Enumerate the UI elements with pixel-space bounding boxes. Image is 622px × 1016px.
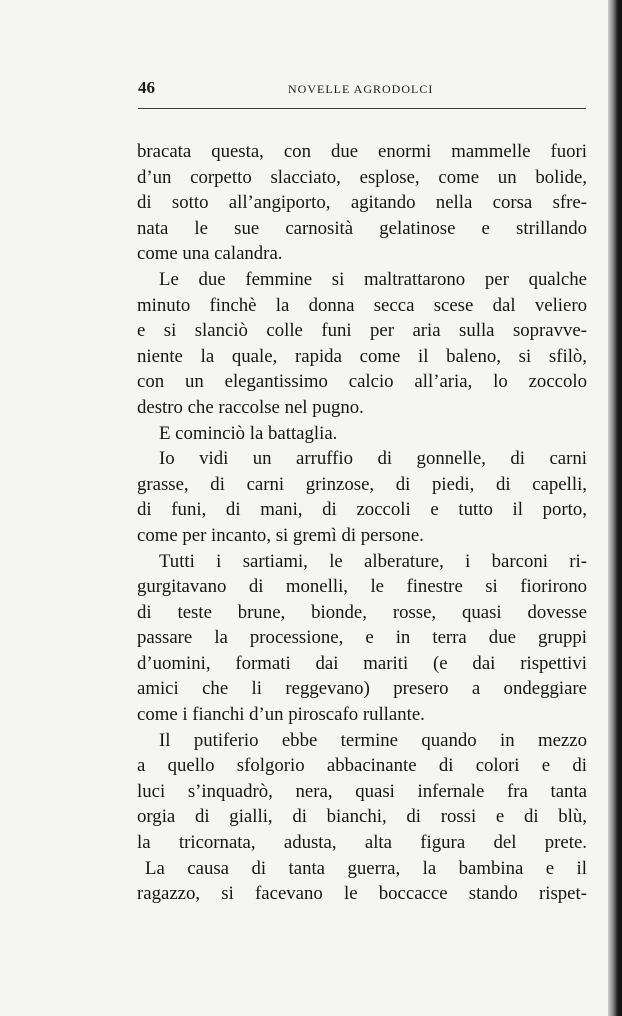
text-line: con un elegantissimo calcio all’aria, lo zoccolo xyxy=(137,371,587,393)
text-line: Io vidi un arruffio di gonnelle, di carni xyxy=(159,448,587,470)
text-line: d’un corpetto slacciato, esplose, come un bolide, xyxy=(137,166,587,188)
text-line: d’uomini, formati dai mariti (e dai rispettivi xyxy=(137,652,587,674)
text-line: di funi, di mani, di zoccoli e tutto il porto, xyxy=(137,499,587,521)
text-line: Le due femmine si maltrattarono per qualche xyxy=(159,268,587,290)
text-line: gurgitavano di monelli, le finestre si fiorirono xyxy=(137,576,587,598)
text-line: amici che li reggevano) presero a ondeggiare xyxy=(137,678,587,700)
text-line: E cominciò la battaglia. xyxy=(159,422,338,444)
text-line: luci s’inquadrò, nera, quasi infernale fra tanta xyxy=(137,780,587,802)
text-line: destro che raccolse nel pugno. xyxy=(137,396,364,418)
page-edge-shadow xyxy=(608,0,622,1016)
text-line: bracata questa, con due enormi mammelle fuori xyxy=(137,141,587,162)
text-line: La causa di tanta guerra, la bambina e il xyxy=(145,857,587,879)
text-line: la tricornata, adusta, alta figura del prete. xyxy=(137,832,587,854)
text-line: Il putiferio ebbe termine quando in mezzo xyxy=(159,729,587,751)
text-line: passare la processione, e in terra due gruppi xyxy=(137,627,587,649)
text-line: come i fianchi d’un piroscafo rullante. xyxy=(137,704,425,726)
text-line: grasse, di carni grinzose, di piedi, di capelli, xyxy=(137,473,587,495)
header-rule xyxy=(138,108,586,109)
text-line: come una calandra. xyxy=(137,243,283,265)
page-header xyxy=(138,78,590,100)
text-line: Tutti i sartiami, le alberature, i barconi ri- xyxy=(159,550,587,572)
text-line: minuto finchè la donna secca scese dal veliero xyxy=(137,294,587,316)
text-line: ragazzo, si facevano le boccacce stando rispet- xyxy=(137,883,587,905)
running-title: NOVELLE AGRODOLCI xyxy=(288,82,434,96)
text-line: di sotto all’angiporto, agitando nella corsa sfre- xyxy=(137,192,587,214)
page-number: 46 xyxy=(138,78,155,97)
text-line: e si slanciò colle funi per aria sulla sopravve- xyxy=(137,320,587,342)
text-line: a quello sfolgorio abbacinante di colori e di xyxy=(137,755,587,777)
text-line: orgia di gialli, di bianchi, di rossi e di blù, xyxy=(137,806,587,828)
text-line: come per incanto, si gremì di persone. xyxy=(137,524,424,546)
text-line: niente la quale, rapida come il baleno, si sfilò, xyxy=(137,345,587,367)
text-line: nata le sue carnosità gelatinose e strillando xyxy=(137,217,587,239)
text-line: di teste brune, bionde, rosse, quasi dovesse xyxy=(137,601,587,623)
body-text xyxy=(137,139,587,907)
